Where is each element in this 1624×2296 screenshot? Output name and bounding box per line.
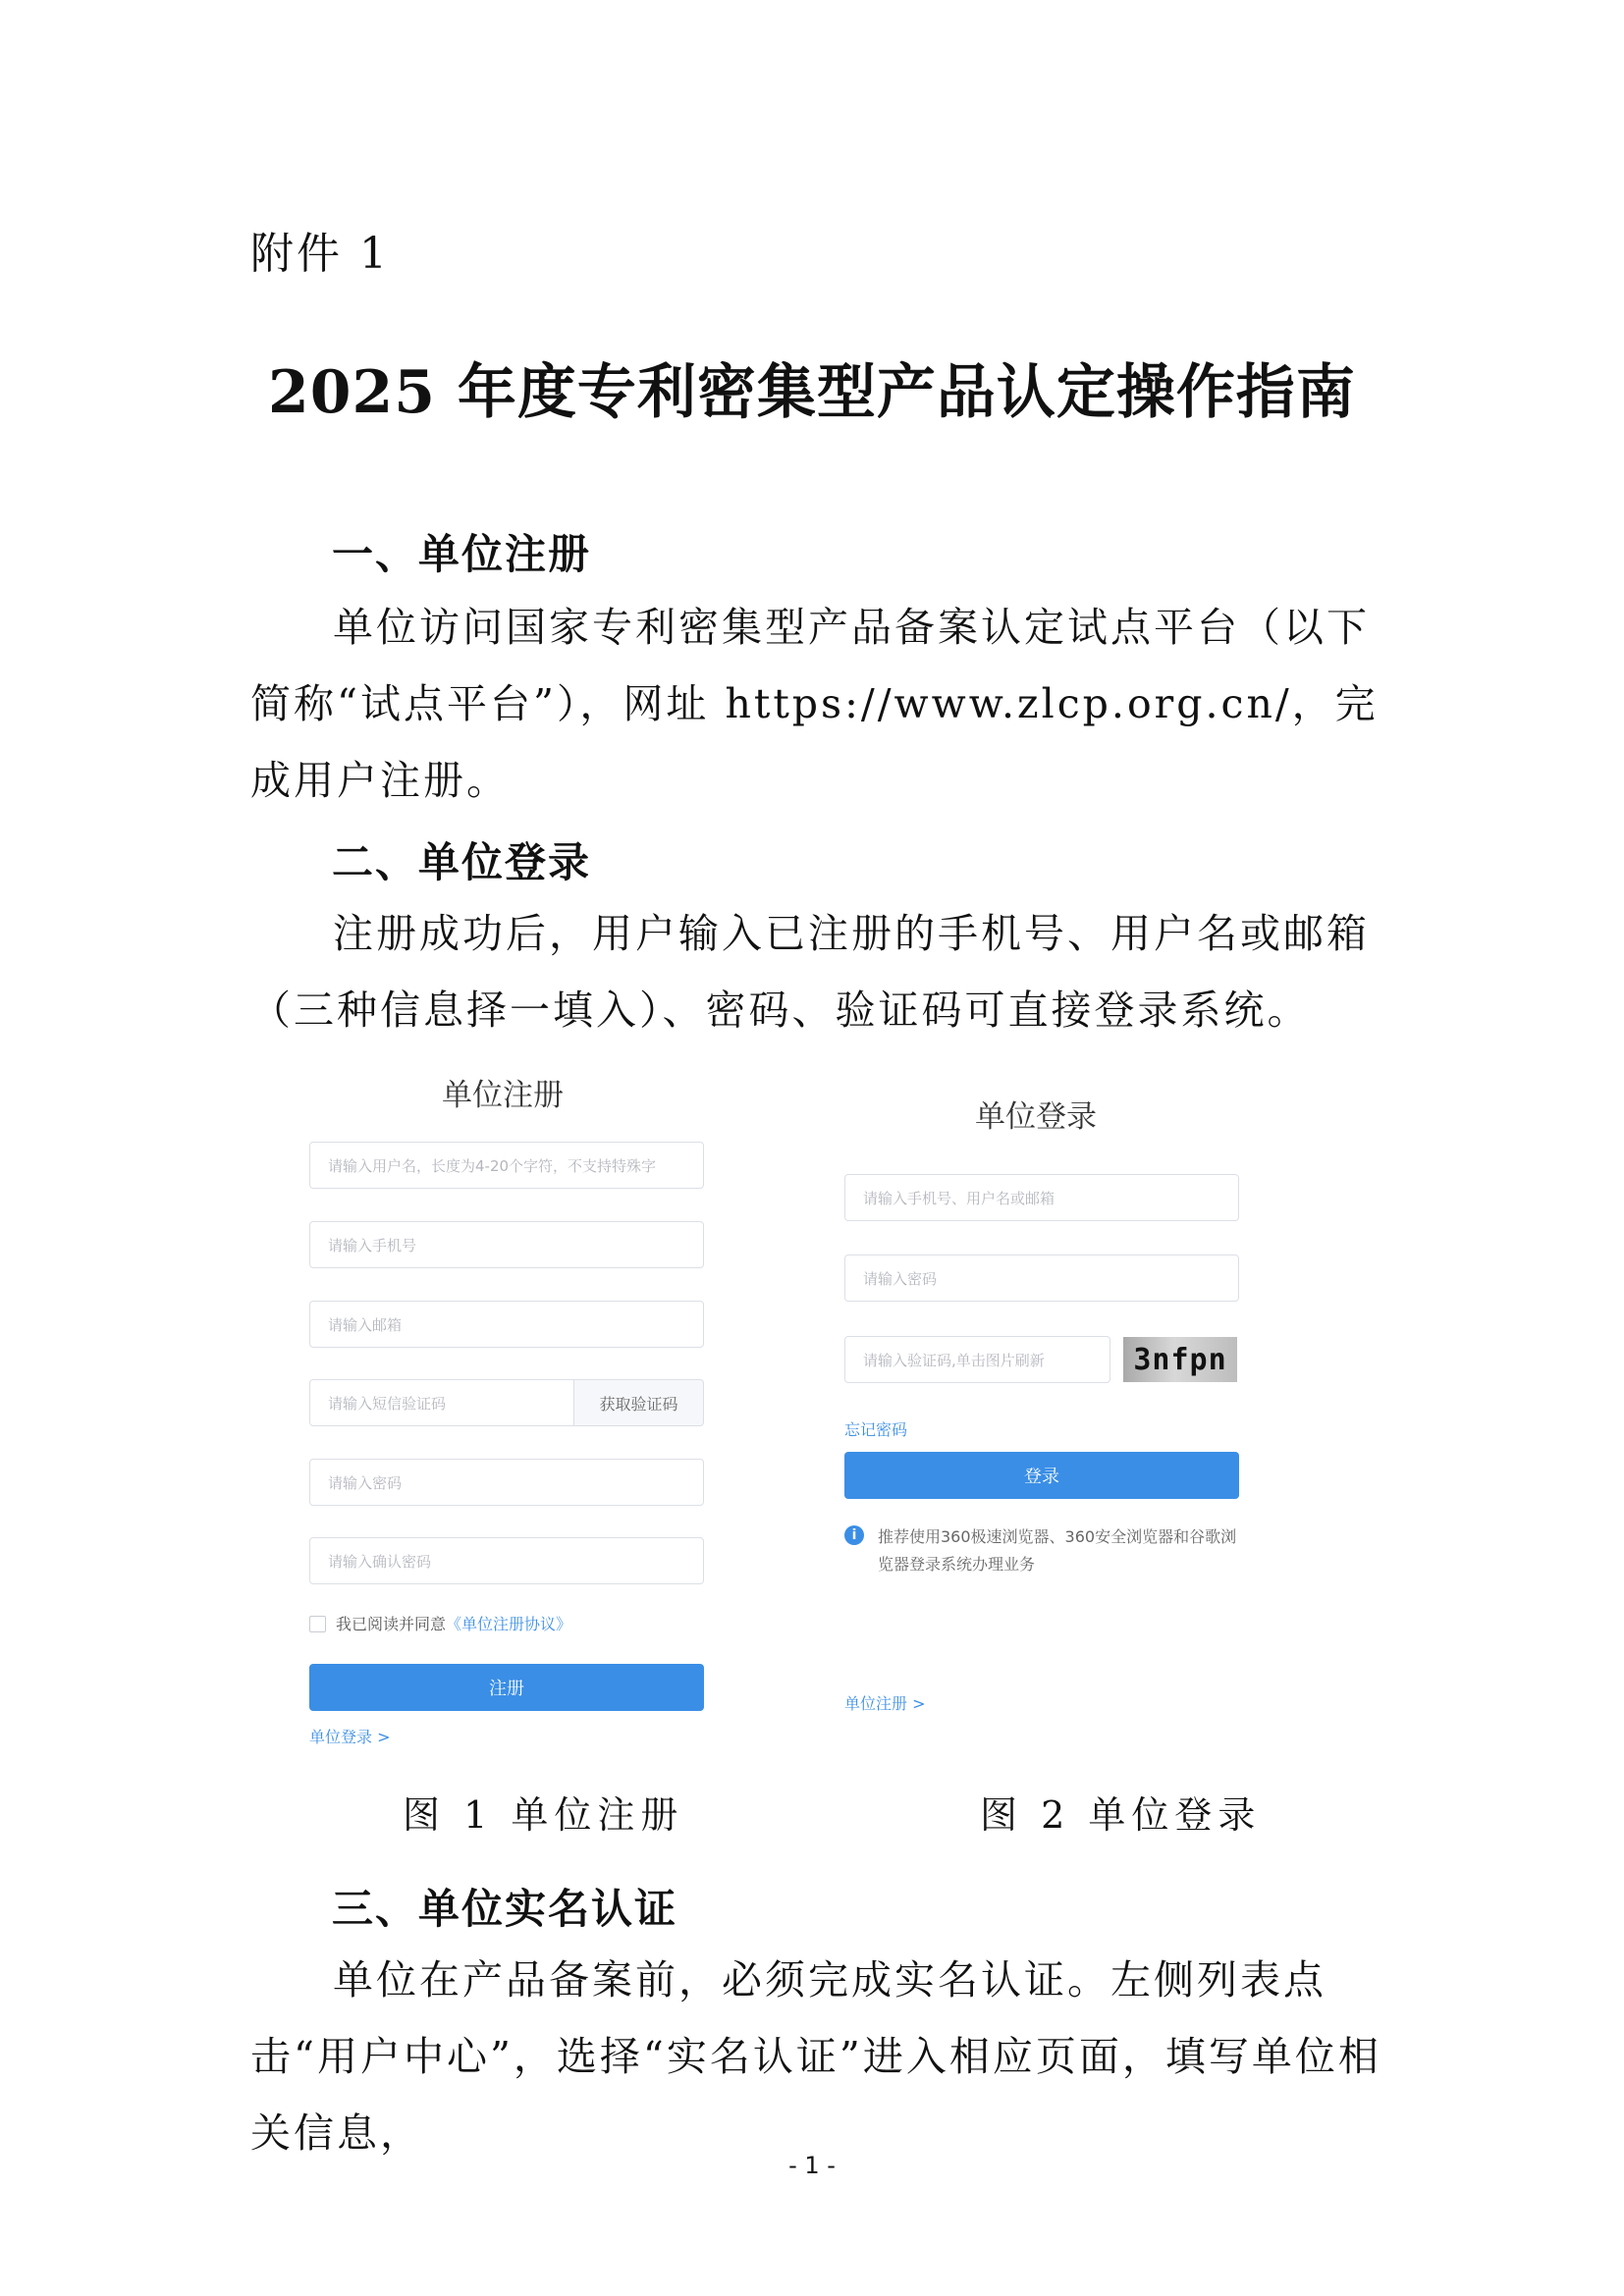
confirm-password-input[interactable]: 请输入确认密码 bbox=[309, 1537, 704, 1584]
figure2-caption: 图 2 单位登录 bbox=[980, 1793, 1262, 1837]
annex-label: 附件 1 bbox=[250, 229, 390, 279]
captcha-image[interactable]: 3nfpn bbox=[1123, 1337, 1237, 1382]
login-button[interactable]: 登录 bbox=[844, 1452, 1239, 1499]
section2-body: 注册成功后，用户输入已注册的手机号、用户名或邮箱（三种信息择一填入）、密码、验证码可直接登录系统。 bbox=[250, 910, 1370, 1034]
forgot-password-link[interactable]: 忘记密码 bbox=[844, 1420, 908, 1439]
login-form-title: 单位登录 bbox=[975, 1099, 1097, 1135]
captcha-input[interactable]: 请输入验证码,单击图片刷新 bbox=[844, 1336, 1110, 1383]
section1-body: 单位访问国家专利密集型产品备案认定试点平台（以下简称“试点平台”），网址 https://www.zlcp.org.cn/，完成用户注册。 bbox=[250, 604, 1379, 804]
section1-heading: 一、单位注册 bbox=[332, 530, 592, 578]
section2-heading: 二、单位登录 bbox=[332, 838, 592, 886]
info-icon: i bbox=[844, 1525, 864, 1545]
agreement-link[interactable]: 《单位注册协议》 bbox=[446, 1615, 572, 1633]
username-input[interactable]: 请输入用户名，长度为4-20个字符，不支持特殊字 bbox=[309, 1142, 704, 1189]
account-input[interactable]: 请输入手机号、用户名或邮箱 bbox=[844, 1174, 1239, 1221]
email-input[interactable]: 请输入邮箱 bbox=[309, 1301, 704, 1348]
register-button[interactable]: 注册 bbox=[309, 1664, 704, 1711]
register-form-figure bbox=[295, 1070, 736, 1757]
register-link[interactable]: 单位注册 > bbox=[844, 1694, 926, 1713]
section3-body: 单位在产品备案前，必须完成实名认证。左侧列表点击“用户中心”，选择“实名认证”进入相应页面，填写单位相关信息， bbox=[250, 1956, 1381, 2157]
section3-heading: 三、单位实名认证 bbox=[332, 1885, 678, 1933]
get-code-button[interactable]: 获取验证码 bbox=[573, 1379, 704, 1426]
agree-text bbox=[336, 1612, 571, 1634]
agree-label: 我已阅读并同意 bbox=[336, 1615, 447, 1633]
figure1-caption: 图 1 单位注册 bbox=[403, 1793, 684, 1837]
login-form-figure bbox=[833, 1092, 1274, 1730]
login-link[interactable]: 单位登录 > bbox=[309, 1728, 391, 1746]
phone-input[interactable]: 请输入手机号 bbox=[309, 1221, 704, 1268]
browser-notice: 推荐使用360极速浏览器、360安全浏览器和谷歌浏览器登录系统办理业务 bbox=[878, 1527, 1237, 1574]
password-input[interactable]: 请输入密码 bbox=[309, 1459, 704, 1506]
sms-code-input[interactable]: 请输入短信验证码 bbox=[309, 1379, 574, 1426]
document-title: 2025 年度专利密集型产品认定操作指南 bbox=[268, 358, 1356, 427]
agree-checkbox[interactable] bbox=[309, 1616, 326, 1632]
page-number: - 1 - bbox=[788, 2152, 836, 2179]
register-form-title: 单位注册 bbox=[442, 1078, 564, 1113]
login-password-input[interactable]: 请输入密码 bbox=[844, 1255, 1239, 1302]
